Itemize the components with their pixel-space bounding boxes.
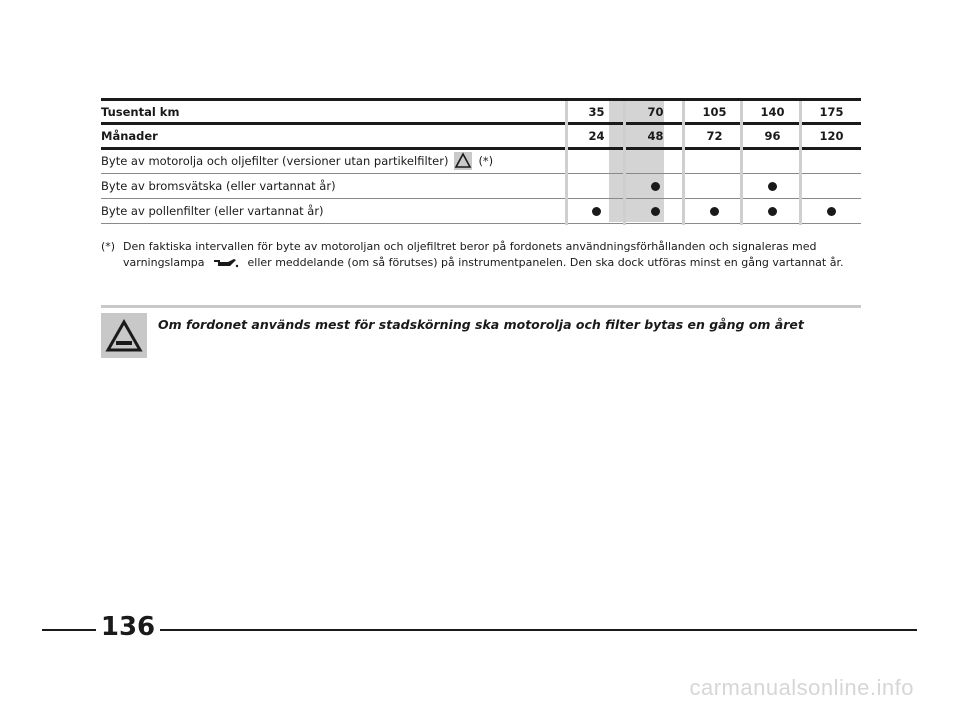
row-label-suffix: (*) xyxy=(478,154,494,168)
dot-cell xyxy=(745,199,800,223)
column-divider xyxy=(565,101,568,225)
column-divider xyxy=(799,101,802,225)
warning-box xyxy=(101,313,147,358)
header-km-row xyxy=(101,101,861,123)
footnote-text-2b: eller meddelande (om så förutses) på instrumentpanelen. Den ska dock utföras minst en gång vartannat år. xyxy=(247,256,844,269)
month-value: 24 xyxy=(588,129,605,143)
km-value: 70 xyxy=(647,105,664,119)
footer-rule-right xyxy=(160,629,917,631)
km-value: 175 xyxy=(819,105,844,119)
check-dot-icon xyxy=(710,207,719,216)
oil-can-icon xyxy=(212,257,240,269)
month-value: 120 xyxy=(819,129,844,143)
month-value: 96 xyxy=(764,129,781,143)
header-km-label: Tusental km xyxy=(101,105,180,119)
warning-triangle-icon xyxy=(454,152,472,170)
month-value: 48 xyxy=(647,129,664,143)
check-dot-icon xyxy=(768,182,777,191)
check-dot-icon xyxy=(592,207,601,216)
footnote-marker: (*) xyxy=(101,240,116,253)
warning-triangle-icon xyxy=(105,319,143,353)
footer-rule-left xyxy=(42,629,96,631)
month-value: 72 xyxy=(706,129,723,143)
column-divider xyxy=(682,101,685,225)
column-divider xyxy=(623,101,626,225)
km-value: 35 xyxy=(588,105,605,119)
dot-cell xyxy=(628,174,683,198)
dot-cell xyxy=(804,199,859,223)
dot-cell xyxy=(687,199,742,223)
dot-cell xyxy=(569,199,624,223)
row-label: Byte av pollenfilter (eller vartannat år) xyxy=(101,204,324,218)
dot-cell xyxy=(628,199,683,223)
page-number: 136 xyxy=(100,612,156,642)
footnote-line-2 xyxy=(123,255,861,271)
section-separator xyxy=(101,305,861,308)
km-value: 140 xyxy=(760,105,785,119)
dot-cell xyxy=(745,174,800,198)
table-row xyxy=(101,174,861,198)
warning-text: Om fordonet används mest för stadskörning ska motorolja och filter bytas en gång om året xyxy=(158,317,804,332)
check-dot-icon xyxy=(827,207,836,216)
column-divider xyxy=(740,101,743,225)
footnote xyxy=(101,239,861,271)
check-dot-icon xyxy=(768,207,777,216)
table-row xyxy=(101,199,861,223)
table-row xyxy=(101,150,861,172)
footnote-text-2a: varningslampa xyxy=(123,256,205,269)
check-dot-icon xyxy=(651,182,660,191)
header-months-row xyxy=(101,125,861,147)
watermark: carmanualsonline.info xyxy=(689,675,914,700)
check-dot-icon xyxy=(651,207,660,216)
km-value: 105 xyxy=(702,105,727,119)
row-rule xyxy=(101,223,861,224)
row-label-text: Byte av motorolja och oljefilter (versioner utan partikelfilter) xyxy=(101,154,449,168)
row-label xyxy=(101,150,493,172)
row-label: Byte av bromsvätska (eller vartannat år) xyxy=(101,179,336,193)
footnote-line-1: Den faktiska intervallen för byte av motoroljan och oljefiltret beror på fordonets användningsförhållanden och signaleras med xyxy=(123,240,817,253)
header-months-label: Månader xyxy=(101,129,158,143)
